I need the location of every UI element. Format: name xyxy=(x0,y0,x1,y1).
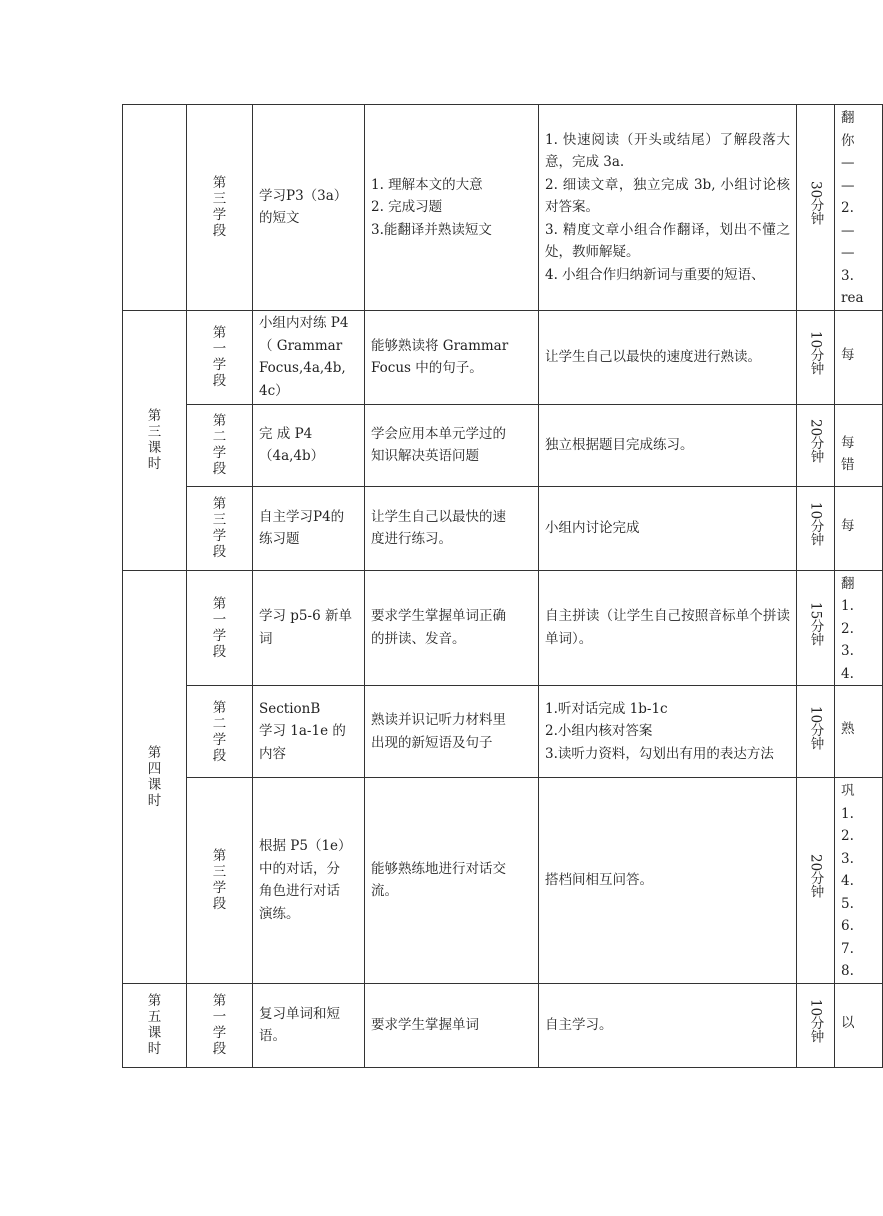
notes-text xyxy=(835,984,882,1035)
content-text-line: 4c） xyxy=(259,382,289,399)
notes-text-line: 以 xyxy=(841,1014,855,1031)
content-cell xyxy=(253,778,365,984)
goal-text-line: 熟读并识记听力材料里 xyxy=(371,712,506,728)
activity-text-line: 2. 细读文章，独立完成 3b, 小组讨论核对答案。 xyxy=(545,176,790,215)
content-cell xyxy=(253,486,365,570)
activity-text xyxy=(539,434,796,457)
activity-text-line: 让学生自己以最快的速度进行熟读。 xyxy=(545,348,761,365)
stage-cell xyxy=(187,570,253,686)
activity-text-line: 自主学习。 xyxy=(545,1016,613,1033)
table-row xyxy=(123,486,883,570)
content-text-line: 中的对话，分 xyxy=(259,860,340,877)
goal-text-line: 要求学生掌握单词正确 xyxy=(371,608,506,625)
duration-cell xyxy=(797,486,835,570)
content-text-line: 复习单词和短 xyxy=(259,1005,340,1022)
lesson-label: 第 三 课 时 xyxy=(147,408,162,472)
notes-cell xyxy=(835,778,883,984)
content-text xyxy=(253,698,364,766)
notes-text xyxy=(835,311,882,367)
notes-text-line: 5. xyxy=(841,895,854,912)
table-row xyxy=(123,310,883,404)
notes-text-line: — xyxy=(841,245,855,261)
content-text-line: （ Grammar xyxy=(259,337,343,354)
goal-cell xyxy=(365,404,539,486)
notes-text-line: 7. xyxy=(841,940,854,957)
content-cell xyxy=(253,983,365,1067)
lesson-cell xyxy=(123,105,187,311)
stage-cell xyxy=(187,486,253,570)
notes-text-line: 3. xyxy=(841,267,854,284)
content-text-line: 练习题 xyxy=(259,531,300,547)
activity-cell xyxy=(539,486,797,570)
notes-text-line: 翻 xyxy=(841,110,855,126)
content-text-line: 角色进行对话 xyxy=(259,883,340,900)
content-text xyxy=(253,312,364,402)
table-row xyxy=(123,983,883,1067)
goal-text-line: 能够熟练地进行对话交 xyxy=(371,860,506,877)
duration-label: 20分钟 xyxy=(807,854,824,899)
notes-text-line: 你 xyxy=(841,132,855,149)
content-text xyxy=(253,835,364,925)
notes-text-line: 4. xyxy=(841,873,854,889)
activity-cell xyxy=(539,105,797,311)
content-text-line: 自主学习P4的 xyxy=(259,508,345,525)
goal-text xyxy=(365,605,538,650)
notes-text xyxy=(835,686,882,741)
content-text xyxy=(253,605,364,650)
notes-cell xyxy=(835,486,883,570)
content-text-line: 演练。 xyxy=(259,905,300,922)
activity-text xyxy=(539,869,796,892)
goal-text xyxy=(365,423,538,468)
content-text-line: 学习P3（3a） xyxy=(259,187,348,204)
lesson-plan-table xyxy=(122,104,883,1068)
duration-label: 30分钟 xyxy=(807,181,824,226)
content-text-line: 内容 xyxy=(259,745,286,762)
content-cell xyxy=(253,105,365,311)
lesson-cell xyxy=(123,310,187,570)
goal-text-line: 要求学生掌握单词 xyxy=(371,1016,479,1033)
content-cell xyxy=(253,570,365,686)
notes-text-line: 每 xyxy=(841,434,855,451)
notes-text-line: 8. xyxy=(841,963,854,979)
goal-cell xyxy=(365,686,539,778)
stage-label: 第 二 学 段 xyxy=(212,699,227,764)
notes-text-line: 翻 xyxy=(841,575,855,592)
activity-text-line: 2.小组内核对答案 xyxy=(545,723,653,740)
activity-cell xyxy=(539,983,797,1067)
goal-cell xyxy=(365,570,539,686)
goal-cell xyxy=(365,778,539,984)
goal-cell xyxy=(365,105,539,311)
notes-text xyxy=(835,571,882,686)
activity-text-line: 3.读听力资料，勾划出有用的表达方法 xyxy=(545,745,774,762)
stage-cell xyxy=(187,686,253,778)
goal-text xyxy=(365,858,538,903)
duration-cell xyxy=(797,570,835,686)
content-text-line: 根据 P5（1e） xyxy=(259,838,352,855)
content-text xyxy=(253,423,364,468)
notes-text-line: 巩 xyxy=(841,783,855,799)
goal-text xyxy=(365,709,538,754)
notes-text-line: 每 xyxy=(841,517,855,534)
goal-text-line: 的拼读、发音。 xyxy=(371,630,466,647)
activity-text xyxy=(539,346,796,369)
goal-text-line: 3.能翻译并熟读短文 xyxy=(371,221,492,238)
activity-text xyxy=(539,129,796,287)
stage-cell xyxy=(187,105,253,311)
activity-text-line: 自主拼读（让学生自己按照音标单个拼读单词）。 xyxy=(545,608,790,647)
notes-text-line: 熟 xyxy=(841,721,855,737)
duration-cell xyxy=(797,686,835,778)
content-text-line: 的短文 xyxy=(259,210,300,227)
duration-label: 10分钟 xyxy=(807,999,824,1044)
content-text-line: 学习 p5-6 新单 xyxy=(259,608,352,625)
notes-text-line: 2. xyxy=(841,828,854,844)
table-row xyxy=(123,778,883,984)
notes-text-line: 3. xyxy=(841,850,854,867)
activity-cell xyxy=(539,686,797,778)
notes-text xyxy=(835,487,882,538)
table-row xyxy=(123,686,883,778)
content-text-line: SectionB xyxy=(259,700,321,717)
lesson-label: 第 五 课 时 xyxy=(147,993,162,1057)
goal-text xyxy=(365,174,538,242)
table-row xyxy=(123,404,883,486)
notes-text-line: 1. xyxy=(841,598,854,614)
notes-text-line: 3. xyxy=(841,643,854,659)
activity-text-line: 1.听对话完成 1b-1c xyxy=(545,700,668,717)
activity-text-line: 小组内讨论完成 xyxy=(545,519,640,536)
lesson-cell xyxy=(123,983,187,1067)
notes-text-line: rea xyxy=(841,290,864,306)
goal-text-line: 度进行练习。 xyxy=(371,531,452,547)
duration-label: 10分钟 xyxy=(807,331,824,376)
goal-text-line: 知识解决英语问题 xyxy=(371,448,479,464)
duration-label: 10分钟 xyxy=(807,705,824,750)
activity-text xyxy=(539,517,796,540)
content-cell xyxy=(253,686,365,778)
notes-cell xyxy=(835,570,883,686)
goal-text-line: 2. 完成习题 xyxy=(371,199,443,215)
notes-cell xyxy=(835,310,883,404)
content-text-line: 小组内对练 P4 xyxy=(259,315,349,331)
activity-text-line: 1. 快速阅读（开头或结尾）了解段落大意，完成 3a. xyxy=(545,131,790,170)
goal-text xyxy=(365,335,538,380)
lesson-label: 第 四 课 时 xyxy=(147,744,162,809)
notes-cell xyxy=(835,983,883,1067)
notes-cell xyxy=(835,404,883,486)
activity-text-line: 4. 小组合作归纳新词与重要的短语、 xyxy=(545,266,765,283)
table-row xyxy=(123,105,883,311)
stage-label: 第 三 学 段 xyxy=(212,175,227,240)
notes-text xyxy=(835,105,882,310)
goal-text-line: 能够熟读将 Grammar xyxy=(371,337,509,354)
goal-text-line: 1. 理解本文的大意 xyxy=(371,176,483,193)
goal-cell xyxy=(365,310,539,404)
duration-cell xyxy=(797,105,835,311)
notes-text-line: 每 xyxy=(841,346,855,363)
stage-label: 第 一 学 段 xyxy=(212,325,227,389)
notes-text-line: 1. xyxy=(841,805,854,822)
goal-text xyxy=(365,506,538,551)
activity-cell xyxy=(539,570,797,686)
duration-label: 20分钟 xyxy=(807,419,824,464)
notes-text xyxy=(835,405,882,477)
notes-text-line: 2. xyxy=(841,620,854,637)
duration-label: 10分钟 xyxy=(807,502,824,547)
content-text xyxy=(253,185,364,230)
goal-text-line: 学会应用本单元学过的 xyxy=(371,425,506,442)
notes-text-line: — xyxy=(841,177,855,194)
duration-label: 15分钟 xyxy=(807,601,824,647)
duration-cell xyxy=(797,778,835,984)
activity-text-line: 3. 精度文章小组合作翻译，划出不懂之处，教师解疑。 xyxy=(545,221,790,260)
goal-text-line: 流。 xyxy=(371,883,398,900)
activity-cell xyxy=(539,778,797,984)
content-text-line: 完 成 P4 xyxy=(259,425,313,442)
duration-cell xyxy=(797,983,835,1067)
stage-label: 第 三 学 段 xyxy=(212,496,227,560)
goal-text-line: Focus 中的句子。 xyxy=(371,360,483,376)
goal-text-line: 出现的新短语及句子 xyxy=(371,734,493,751)
duration-cell xyxy=(797,404,835,486)
content-text-line: Focus,4a,4b, xyxy=(259,360,346,376)
stage-cell xyxy=(187,404,253,486)
table-row xyxy=(123,570,883,686)
content-text-line: 语。 xyxy=(259,1028,286,1044)
goal-text-line: 让学生自己以最快的速 xyxy=(371,508,506,525)
content-text xyxy=(253,506,364,551)
activity-text-line: 搭档间相互问答。 xyxy=(545,872,653,888)
notes-text-line: 6. xyxy=(841,918,854,934)
activity-text xyxy=(539,1014,796,1037)
content-text-line: 词 xyxy=(259,630,273,647)
notes-text-line: — xyxy=(841,155,855,171)
content-text-line: （4a,4b） xyxy=(259,448,325,464)
notes-text-line: — xyxy=(841,222,855,239)
activity-text xyxy=(539,698,796,766)
activity-cell xyxy=(539,404,797,486)
stage-label: 第 二 学 段 xyxy=(212,413,227,477)
goal-cell xyxy=(365,983,539,1067)
stage-label: 第 一 学 段 xyxy=(212,993,227,1057)
notes-text-line: 错 xyxy=(841,457,855,473)
activity-text-line: 独立根据题目完成练习。 xyxy=(545,436,694,453)
notes-text-line: 2. xyxy=(841,200,854,216)
lesson-cell xyxy=(123,570,187,983)
stage-cell xyxy=(187,983,253,1067)
content-text-line: 学习 1a-1e 的 xyxy=(259,723,346,740)
activity-text xyxy=(539,605,796,650)
notes-cell xyxy=(835,105,883,311)
goal-text xyxy=(365,1014,538,1037)
content-text xyxy=(253,1003,364,1048)
stage-label: 第 一 学 段 xyxy=(212,595,227,660)
notes-cell xyxy=(835,686,883,778)
notes-text-line: 4. xyxy=(841,665,854,682)
goal-cell xyxy=(365,486,539,570)
stage-cell xyxy=(187,310,253,404)
duration-cell xyxy=(797,310,835,404)
notes-text xyxy=(835,778,882,983)
content-cell xyxy=(253,404,365,486)
stage-cell xyxy=(187,778,253,984)
activity-cell xyxy=(539,310,797,404)
content-cell xyxy=(253,310,365,404)
stage-label: 第 三 学 段 xyxy=(212,848,227,913)
